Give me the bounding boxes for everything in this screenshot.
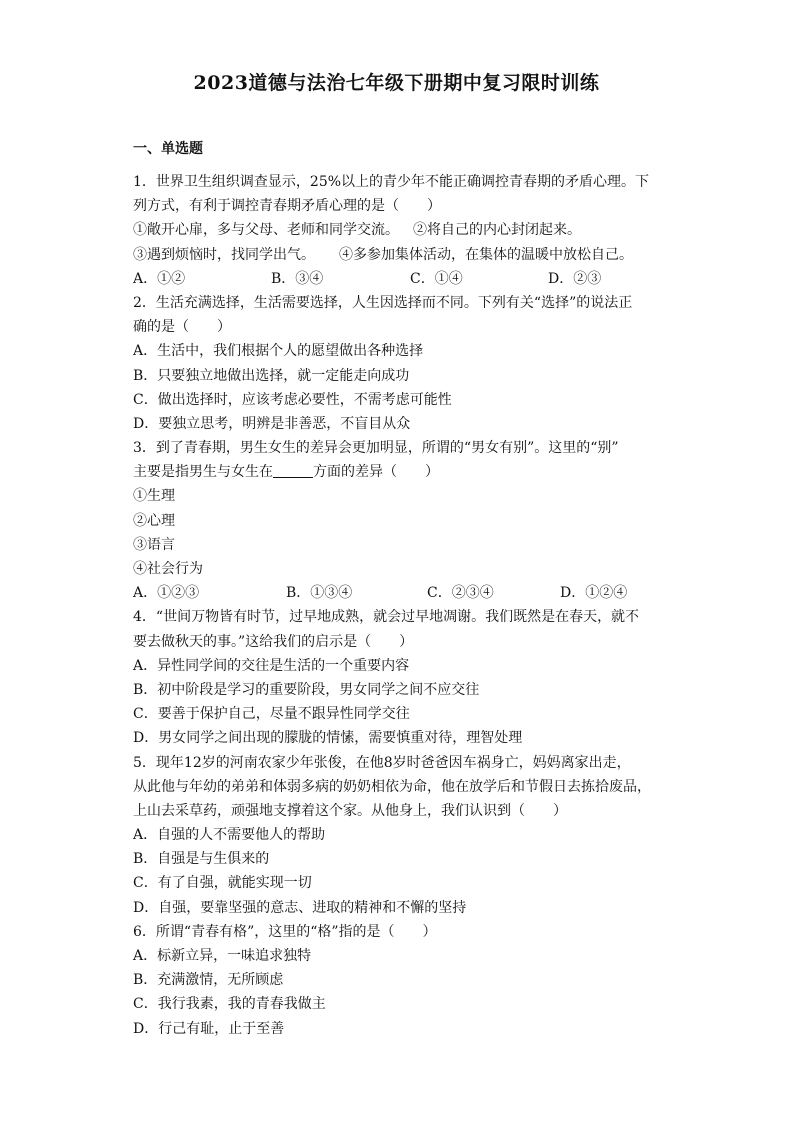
section-heading: 一、单选题 <box>133 141 203 157</box>
item-3: ③语言 <box>133 536 175 553</box>
item-4: ④社会行为 <box>133 561 203 577</box>
question-1-statements-line-2 <box>133 243 673 267</box>
question-5-stem-line-3: 上山去采草药，顽强地支撑着这个家。从他身上，我们认识到（ ） <box>133 802 567 819</box>
question-4 <box>133 605 673 750</box>
option-c[interactable]: C．我行我素，我的青春我做主 <box>133 996 326 1013</box>
question-3-stem-part-1: 主要是指男生与女生在 <box>133 464 273 481</box>
question-6-stem-line-1: 6．所谓“青春有格”，这里的“格”指的是（ ） <box>133 923 437 940</box>
question-4-stem-line-2: 要去做秋天的事。”这给我们的启示是（ ） <box>133 633 414 650</box>
option-c[interactable]: C．要善于保护自己，尽量不跟异性同学交往 <box>133 706 410 723</box>
option-d[interactable]: D．自强，要靠坚强的意志、进取的精神和不懈的坚持 <box>133 899 467 916</box>
statement-3: ③遇到烦恼时，找同学出气。 <box>133 246 315 263</box>
question-2-stem-line-2: 确的是（ ） <box>133 319 231 336</box>
statement-2: ②将自己的内心封闭起来。 <box>413 222 581 239</box>
statement-4: ④多参加集体活动，在集体的温暖中放松自己。 <box>339 246 633 263</box>
question-3-stem-line-1: 3．到了青春期，男生女生的差异会更加明显，所谓的“男女有别”。这里的“别” <box>133 440 619 457</box>
option-a[interactable]: A．生活中，我们根据个人的愿望做出各种选择 <box>133 343 424 360</box>
option-b[interactable]: B．只要独立地做出选择，就一定能走向成功 <box>133 367 410 384</box>
option-a[interactable]: A．标新立异，一味追求独特 <box>133 948 312 964</box>
item-1: ①生理 <box>133 488 175 505</box>
question-5 <box>133 751 673 920</box>
option-d[interactable]: D．行己有耻，止于至善 <box>133 1020 285 1037</box>
question-2 <box>133 291 673 436</box>
option-d[interactable]: D．②③ <box>548 270 602 287</box>
option-b[interactable]: B．初中阶段是学习的重要阶段，男女同学之间不应交往 <box>133 681 480 698</box>
option-a[interactable]: A．异性同学间的交往是生活的一个重要内容 <box>133 657 410 674</box>
question-1-options <box>133 267 673 291</box>
question-list <box>133 170 673 1041</box>
question-3-stem-line-2 <box>133 460 673 484</box>
question-1-statements-line-1 <box>133 218 673 242</box>
answer-blank[interactable] <box>273 463 313 478</box>
option-b[interactable]: B．自强是与生俱来的 <box>133 851 270 868</box>
option-b[interactable]: B．①③④ <box>286 585 353 602</box>
question-6 <box>133 920 673 1041</box>
option-b[interactable]: B．③④ <box>271 270 324 287</box>
question-3-options <box>133 581 673 605</box>
option-d[interactable]: D．男女同学之间出现的朦胧的情愫，需要慎重对待，理智处理 <box>133 730 523 747</box>
question-1-stem-line-2: 列方式，有利于调控青春期矛盾心理的是（ ） <box>133 198 441 215</box>
option-c[interactable]: C．②③④ <box>427 585 494 602</box>
statement-1: ①敞开心扉，多与父母、老师和同学交流。 <box>133 222 399 239</box>
option-a[interactable]: A．①②③ <box>133 585 200 602</box>
option-a[interactable]: A．①② <box>133 270 186 287</box>
option-c[interactable]: C．有了自强，就能实现一切 <box>133 875 312 892</box>
option-a[interactable]: A．自强的人不需要他人的帮助 <box>133 827 326 844</box>
question-5-stem-line-2: 从此他与年幼的弟弟和体弱多病的奶奶相依为命，他在放学后和节假日去拣拾废品， <box>133 778 651 795</box>
question-3 <box>133 436 673 605</box>
page-title: 2023道德与法治七年级下册期中复习限时训练 <box>193 72 600 94</box>
item-2: ②心理 <box>133 512 175 529</box>
question-4-stem-line-1: 4．“世间万物皆有时节，过早地成熟，就会过早地凋谢。我们既然是在春天，就不 <box>133 609 640 626</box>
question-2-stem-line-1: 2．生活充满选择，生活需要选择，人生因选择而不同。下列有关“选择”的说法正 <box>133 294 633 311</box>
option-c[interactable]: C．做出选择时，应该考虑必要性，不需考虑可能性 <box>133 391 452 408</box>
question-5-stem-line-1: 5．现年12岁的河南农家少年张俊，在他8岁时爸爸因车祸身亡，妈妈离家出走， <box>133 754 631 771</box>
question-1-stem-line-1: 1．世界卫生组织调查显示，25%以上的青少年不能正确调控青春期的矛盾心理。下 <box>133 174 650 190</box>
question-1 <box>133 170 673 291</box>
option-d[interactable]: D．要独立思考，明辨是非善恶，不盲目从众 <box>133 415 411 432</box>
question-3-stem-part-2: 方面的差异（ ） <box>313 464 439 481</box>
option-b[interactable]: B．充满激情，无所顾虑 <box>133 972 284 989</box>
option-d[interactable]: D．①②④ <box>560 585 628 602</box>
option-c[interactable]: C．①④ <box>410 270 463 287</box>
